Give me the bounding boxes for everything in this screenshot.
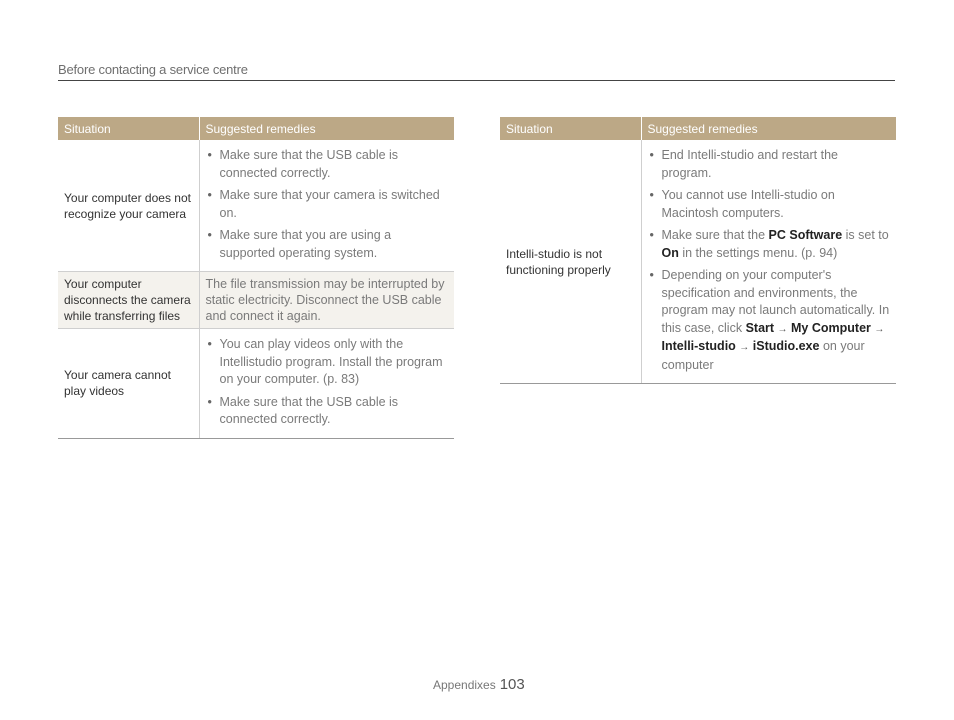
table-row — [58, 329, 454, 439]
remedy-item — [648, 227, 891, 262]
page-header-title: Before contacting a service centre — [58, 62, 248, 77]
header-divider — [58, 80, 895, 81]
situation-cell: Your camera cannot play videos — [58, 329, 199, 439]
remedy-text: is set to — [842, 228, 889, 242]
remedy-text: Depending on your computer's specification and environments, the program may not launch automatically. In this case, click — [661, 268, 890, 335]
remedy-item: • Make sure that you are using a supported operating system. — [206, 227, 449, 262]
remedies-cell: The file transmission may be interrupted by static electricity. Disconnect the USB cable and connect it again. — [199, 272, 454, 329]
remedy-text: on your computer — [661, 339, 865, 372]
troubleshooting-table-left — [58, 117, 454, 439]
remedy-item: • End Intelli-studio and restart the program. — [648, 147, 891, 182]
table-row — [58, 140, 454, 272]
column-header-situation: Situation — [500, 117, 641, 140]
remedy-item: • Make sure that the USB cable is connected correctly. — [206, 394, 449, 429]
arrow-right-icon: → — [777, 323, 788, 335]
footer-section-label: Appendixes — [433, 678, 496, 692]
table-row — [500, 140, 896, 384]
situation-cell: Intelli-studio is not functioning properly — [500, 140, 641, 384]
remedies-cell — [641, 140, 896, 384]
troubleshooting-table-right — [500, 117, 896, 384]
column-header-remedies: Suggested remedies — [199, 117, 454, 140]
table-header-row — [500, 117, 896, 140]
arrow-right-icon: → — [874, 323, 885, 335]
situation-cell: Your computer does not recognize your camera — [58, 140, 199, 272]
remedy-item: • You can play videos only with the Intellistudio program. Install the program on your computer. (p. 83) — [206, 336, 449, 389]
column-header-remedies: Suggested remedies — [641, 117, 896, 140]
remedy-item: • Make sure that your camera is switched on. — [206, 187, 449, 222]
intelli-studio-label: Intelli-studio — [661, 339, 736, 353]
page-footer — [433, 676, 525, 693]
page-number: 103 — [499, 676, 525, 693]
remedy-item — [648, 267, 891, 374]
istudio-exe-label: iStudio.exe — [752, 339, 820, 353]
start-menu-label: Start — [745, 320, 775, 335]
remedy-text: Make sure that the — [661, 228, 769, 242]
pc-software-label: PC Software — [768, 228, 843, 242]
table-row — [58, 272, 454, 329]
column-header-situation: Situation — [58, 117, 199, 140]
remedies-cell — [199, 140, 454, 272]
arrow-right-icon: → — [739, 342, 750, 353]
on-setting-label: On — [661, 245, 679, 260]
remedy-item: • Make sure that the USB cable is connected correctly. — [206, 147, 449, 182]
remedy-item: • You cannot use Intelli-studio on Macintosh computers. — [648, 187, 891, 222]
situation-cell: Your computer disconnects the camera while transferring files — [58, 272, 199, 329]
remedy-text: in the settings menu. (p. 94) — [678, 245, 838, 260]
remedies-cell — [199, 329, 454, 439]
my-computer-label: My Computer — [791, 320, 871, 335]
table-header-row — [58, 117, 454, 140]
